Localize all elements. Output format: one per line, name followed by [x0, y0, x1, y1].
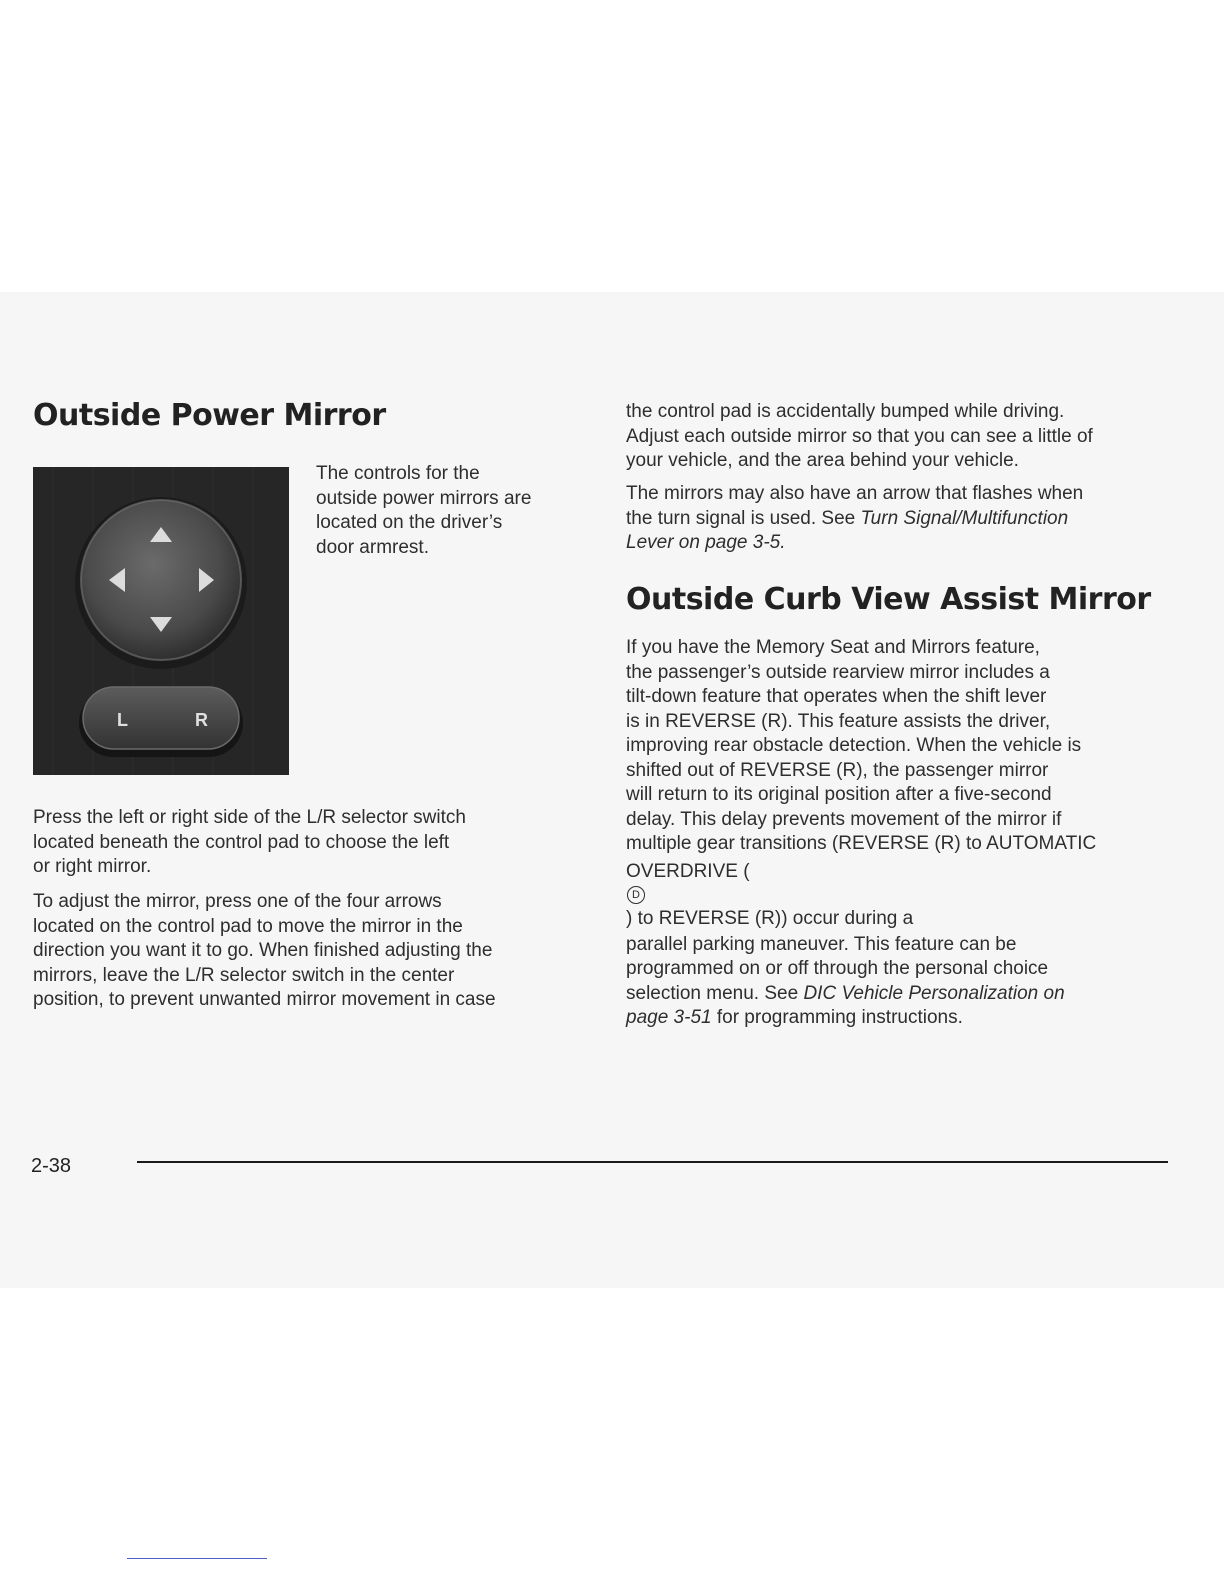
section-heading-curb-view-assist: Outside Curb View Assist Mirror	[626, 582, 1151, 617]
reference-dic-page: page 3-51	[626, 1007, 712, 1028]
paragraph-adjust-mirror: To adjust the mirror, press one of the four arrows located on the control pad to move the mirror in the direction you want it to go. When finished adjusting the mirrors, leave the L/R selector switch in the center position, to prevent unwanted mirror movement in case	[33, 891, 496, 1010]
reference-turn-signal: Turn Signal/Multifunction	[860, 507, 1069, 529]
paragraph-selector-switch: Press the left or right side of the L/R selector switch located beneath the control pad to choose the left or right mirror.	[33, 807, 466, 877]
reference-dic-personalization: DIC Vehicle Personalization on	[803, 982, 1065, 1004]
divider	[127, 1558, 267, 1559]
paragraph-continued-from-left: the control pad is accidentally bumped while driving. Adjust each outside mirror so that you can see a little of your vehicle, and the area behind your vehicle.	[626, 401, 1093, 471]
mirror-control-figure	[33, 467, 289, 775]
reference-turn-signal-page: Lever on page 3-5.	[626, 532, 786, 553]
paragraph-curb-view: If you have the Memory Seat and Mirrors feature, the passenger’s outside rearview mirror includes a tilt-down feature that operates when the shift lever is in REVERSE (R). This feature assists the driver, improving rear obstacle detection. When the vehicle is shifted out of REVERSE (R), the passenger mirror will return to its original position after a five-second delay. This delay prevents movement of the mirror if multiple gear transitions (REVERSE (R) to AUTOMATIC OVERDRIVE ( D ) to REVERSE (R)) occur during a parallel parking maneuver. This feature can be programmed on or off through the personal choice selection menu. See DIC Vehicle Personalization on page 3-51 for programming instructions.	[626, 637, 1097, 1028]
mirror-control-pad-icon	[33, 467, 289, 775]
section-heading-outside-power-mirror: Outside Power Mirror	[33, 398, 386, 433]
paragraph-arrow-flash: The mirrors may also have an arrow that flashes when the turn signal is used. See Turn Signal/Multifunction Lever on page 3-5.	[626, 483, 1084, 553]
selector-right-label: R	[195, 710, 208, 730]
figure-caption: The controls for the outside power mirrors are located on the driver’s door armrest.	[316, 463, 532, 558]
selector-left-label: L	[117, 710, 128, 730]
footer-rule	[137, 1161, 1168, 1163]
page-number: 2-38	[31, 1155, 72, 1177]
overdrive-d-icon: D	[627, 886, 645, 904]
